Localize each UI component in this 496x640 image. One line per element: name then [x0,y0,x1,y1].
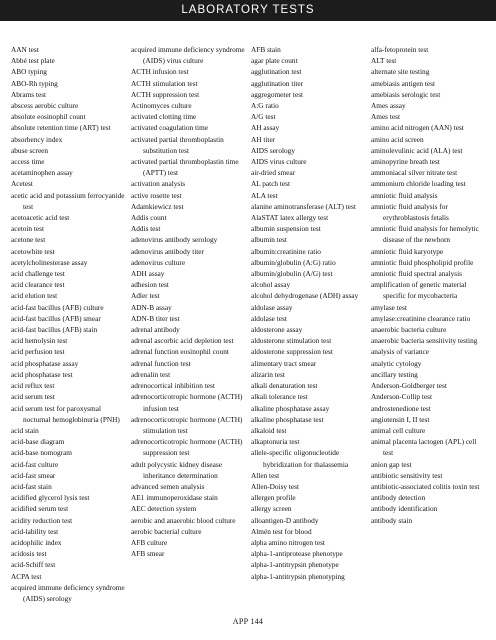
list-item: acid-fast smear [11,470,56,480]
list-item: AL patch test [251,179,291,189]
list-item: alimentary tract smear [251,358,317,368]
list-item: anaerobic bacteria sensitivity testing [371,336,478,346]
list-item: acquired immune deficiency syndrome (AIDS) virus culture [131,45,245,66]
list-item: alkaline phosphatase assay [251,403,330,413]
column-2 [128,44,248,604]
list-item: ABO typing [11,67,47,77]
list-item: absolute eosinophil count [11,112,86,122]
list-item: acid phosphatase test [11,369,73,379]
list-item: acid serum test for paroxysmal nocturnal hemoglobinuria (PNH) [11,403,120,424]
list-item: antibiotic sensitivity test [371,470,443,480]
list-item: acid-base nomogram [11,448,72,458]
list-item: alpha amino nitrogen test [251,537,325,547]
list-item: Ames test [371,112,400,122]
list-item: anion gap test [371,459,412,469]
list-item: analytic cytology [371,358,422,368]
list-item: amniotic fluid spectral analysis [371,269,462,279]
list-item: ADN-B titer test [131,313,180,323]
list-item: amebiasis serologic test [371,89,441,99]
list-item: aldolase assay [251,302,293,312]
list-item: activated partial thromboplastin substitution test [131,134,224,155]
list-item: aerobic and anaerobic blood culture [131,515,236,525]
list-item: Adamkiewicz test [131,201,184,211]
list-item: animal placenta lactogen (APL) cell test [371,437,477,458]
list-item: Almén test for blood [251,526,312,536]
list-item: amniotic fluid analysis for hemolytic disease of the newborn [371,224,479,245]
list-item: acid-fast stain [11,481,52,491]
list-item: acid challenge test [11,269,65,279]
list-item: ACTH stimulation test [131,78,198,88]
list-item: aminolevulinic acid (ALA) test [371,145,463,155]
list-item: analysis of variance [371,347,429,357]
list-item: acid perfusion test [11,347,65,357]
list-item: acid phosphatase assay [11,358,79,368]
list-item: AFB smear [131,549,165,559]
list-item: absorbency index [11,134,63,144]
list-item: adenovirus antibody serology [131,235,218,245]
list-item: alkaloid test [251,425,287,435]
list-item: abuse screen [11,145,49,155]
list-item: aldolase test [251,313,287,323]
page-header [0,0,496,21]
list-item: aldosterone assay [251,325,303,335]
list-item: animal cell culture [371,425,426,435]
list-item: AEC detection system [131,504,197,514]
list-item: active rosette test [131,190,182,200]
list-item: acetylcholinesterase assay [11,257,88,267]
list-item: Allen-Doisy test [251,481,300,491]
list-item: allergen profile [251,493,296,503]
list-item: acid stain [11,425,39,435]
list-item: alizarin test [251,369,285,379]
list-item: adrenocorticotropic hormone (ACTH) stimulation test [131,414,243,435]
list-item: AFB culture [131,537,168,547]
list-item: acquired immune deficiency syndrome (AIDS) serology [11,582,125,603]
list-item: Allen test [251,470,280,480]
list-item: Adler test [131,291,160,301]
list-item: adrenal antibody [131,325,180,335]
list-item: acidified glycerol lysis test [11,493,90,503]
list-item: ADH assay [131,269,165,279]
list-item: albumin suspension test [251,224,321,234]
list-item: amplification of genetic material specific for mycobacteria [371,280,467,301]
list-item: adrenalin test [131,369,171,379]
list-item: Actinomyces culture [131,101,192,111]
list-item: antibody identification [371,504,438,514]
list-item: access time [11,157,45,167]
list-item: alpha-1-antitrypsin phenotyping [251,571,345,581]
list-item: antibody stain [371,515,413,525]
list-item: Ames assay [371,101,406,111]
column-3 [248,44,368,604]
list-item: ammonium chloride loading test [371,179,466,189]
list-item: activated partial thromboplastin time (APTT) test [131,157,239,178]
list-item: abscess aerobic culture [11,101,79,111]
list-item: activated coagulation time [131,123,208,133]
list-item: AFB stain [251,45,281,54]
list-item: alkaline phosphatase test [251,414,324,424]
list-item: activation analysis [131,179,186,189]
list-item: acidity reduction test [11,515,73,525]
list-item: acid-Schiff test [11,560,56,570]
list-item: Addis test [131,224,161,234]
page-title: LABORATORY TESTS [181,4,315,16]
list-item: adrenal function eosinophil count [131,347,229,357]
list-item: AIDS virus culture [251,157,307,167]
list-item: amniotic fluid analysis [371,190,438,200]
list-item: adenovirus antibody titer [131,246,204,256]
list-item: ACPA test [11,571,42,581]
list-item: AIDS serology [251,145,295,155]
list-item: acid elution test [11,291,58,301]
list-item: alpha-1-antiprotease phenotype [251,549,343,559]
list-item: antibiotic-associated colitis toxin test [371,481,480,491]
list-item: A/G test [251,112,276,122]
list-item: acetone test [11,235,46,245]
list-item: absolute retention time (ART) test [11,123,111,133]
list-item: Addis count [131,213,167,223]
list-item: acetowhite test [11,246,55,256]
list-item: amylase test [371,302,407,312]
list-item: acid-fast bacillus (AFB) culture [11,302,104,312]
list-item: aminopyrine breath test [371,157,440,167]
list-item: ancillary testing [371,369,418,379]
list-item: acidosis test [11,549,47,559]
list-item: aerobic bacterial culture [131,526,202,536]
list-item: aggregometer test [251,89,304,99]
list-item: adenovirus culture [131,257,186,267]
list-item: alpha-1-antitrypsin phenotype [251,560,339,570]
list-item: activated clotting time [131,112,197,122]
list-item: acid serum test [11,392,55,402]
list-item: amino acid screen [371,134,424,144]
list-item: albumin test [251,235,287,245]
list-item: alloantigen-D antibody [251,515,319,525]
list-item: alcohol dehydrogenase (ADH) assay [251,291,359,301]
list-item: AAN test [11,45,39,54]
list-item: amniotic fluid analysis for erythroblastosis fetalis [371,201,449,223]
list-item: amebiasis antigen test [371,78,436,88]
list-item: acid-lability test [11,526,59,536]
test-list-columns [8,44,492,604]
list-item: alanine aminotransferase (ALT) test [251,201,356,211]
list-item: agglutination test [251,67,302,77]
list-item: allele-specific oligonucleotide hybridization for thalassemia [251,448,349,469]
list-item: adrenocorticotropic hormone (ACTH) infusion test [131,392,243,413]
list-item: adrenal ascorbic acid depletion test [131,336,234,346]
list-item: ACTH suppression test [131,89,200,99]
list-item: acid-base diagram [11,437,65,447]
list-item: adult polycystic kidney disease inheritance determination [131,459,222,480]
list-item: adrenal function test [131,358,191,368]
list-item: Abbé test plate [11,56,55,66]
list-item: acid-fast bacillus (AFB) smear [11,313,101,323]
list-item: acetaminophen assay [11,168,73,178]
list-item: albumin/globulin (A:G) ratio [251,257,336,267]
list-item: ALT test [371,56,397,66]
list-item: alkali tolerance test [251,392,308,402]
column-1 [8,44,128,604]
list-item: acetoacetic acid test [11,213,70,223]
list-item: androstenedione test [371,403,431,413]
list-item: advanced semen analysis [131,481,205,491]
list-item: amniotic fluid karyotype [371,246,444,256]
list-item: ABO-Rh typing [11,78,58,88]
list-item: antibody detection [371,493,426,503]
list-item: ADN-B assay [131,302,172,312]
list-item: A:G ratio [251,101,279,111]
list-item: acid hemolysin test [11,336,68,346]
column-4 [368,44,488,604]
list-item: adrenocorticotropic hormone (ACTH) suppression test [131,437,243,458]
list-item: Abrams test [11,89,47,99]
list-item: allergy screen [251,504,292,514]
list-item: adrenocortical inhibition test [131,381,215,391]
list-item: Acetest [11,179,33,189]
list-item: Anderson-Goldberger test [371,381,447,391]
list-item: amniotic fluid phospholipid profile [371,257,474,267]
list-item: AH assay [251,123,280,133]
list-item: alcohol assay [251,280,291,290]
list-item: aldosterone suppression test [251,347,333,357]
page-number: APP 144 [232,617,264,626]
list-item: AlaSTAT latex allergy test [251,213,329,223]
list-item: acid-fast bacillus (AFB) stain [11,325,98,335]
list-item: air-dried smear [251,168,296,178]
list-item: acid-fast culture [11,459,59,469]
list-item: amino acid nitrogen (AAN) test [371,123,464,133]
list-item: albumin:creatinine ratio [251,246,321,256]
list-item: acidophilic index [11,537,62,547]
list-item: adhesion test [131,280,169,290]
list-item: alternate site testing [371,67,430,77]
list-item: alkali denaturation test [251,381,318,391]
list-item: ammoniacal silver nitrate test [371,168,458,178]
list-item: AH titer [251,134,276,144]
list-item: alfa-fetoprotein test [371,45,429,54]
list-item: AE1 immunoperoxidase stain [131,493,218,503]
list-item: aldosterone stimulation test [251,336,332,346]
list-item: ALA test [251,190,278,200]
list-item: anaerobic bacteria culture [371,325,447,335]
list-item: alkaptonuria test [251,437,300,447]
list-item: Anderson-Collip test [371,392,433,402]
list-item: acetoin test [11,224,45,234]
list-item: angiotensin I, II test [371,414,430,424]
list-item: acetic acid and potassium ferrocyanide test [11,190,125,211]
list-item: acidified serum test [11,504,69,514]
list-item: ACTH infusion test [131,67,189,77]
list-item: albumin/globulin (A/G) test [251,269,333,279]
list-item: amylase:creatinine clearance ratio [371,313,471,323]
list-item: agar plate count [251,56,298,66]
list-item: acid clearance test [11,280,65,290]
list-item: agglutination titer [251,78,304,88]
list-item: acid reflux test [11,381,55,391]
